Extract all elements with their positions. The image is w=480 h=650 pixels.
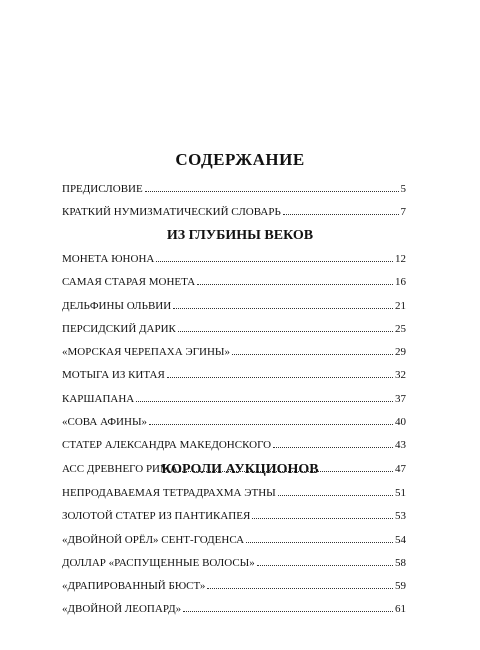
toc-entry[interactable]	[62, 579, 406, 593]
toc-entry-label: ПЕРСИДСКИЙ ДАРИК	[62, 322, 176, 335]
toc-entry[interactable]	[62, 368, 406, 382]
leader-dots	[183, 602, 393, 612]
toc-entry[interactable]	[62, 486, 406, 500]
leader-dots	[207, 579, 393, 589]
section-entries	[62, 486, 406, 616]
toc-entry-label: ДЕЛЬФИНЫ ОЛЬВИИ	[62, 299, 172, 312]
toc-entry[interactable]	[62, 205, 406, 219]
leader-dots	[173, 299, 393, 309]
toc-entry-label: ПРЕДИСЛОВИЕ	[62, 183, 143, 195]
toc-entry-page: 61	[395, 603, 406, 616]
toc-entry[interactable]	[62, 602, 406, 616]
leader-dots	[145, 182, 399, 192]
toc-entry-page: 32	[395, 369, 406, 382]
toc-entry-page: 16	[395, 276, 406, 289]
toc-entry-page: 58	[395, 556, 406, 569]
toc-entry-page: 5	[400, 183, 406, 195]
leader-dots	[232, 345, 393, 355]
leader-dots	[197, 275, 393, 285]
toc-entry-label: КАРШАПАНА	[62, 392, 135, 405]
toc-entry[interactable]	[62, 509, 406, 523]
toc-entry-page: 47	[395, 462, 406, 475]
section-entries	[62, 252, 406, 476]
toc-entry[interactable]	[62, 392, 406, 406]
toc-entry-page: 51	[395, 487, 406, 499]
toc-entry-label: «ДРАПИРОВАННЫЙ БЮСТ»	[62, 580, 206, 593]
toc-entry[interactable]	[62, 556, 406, 570]
toc-entry[interactable]	[62, 322, 406, 336]
toc-entry-page: 12	[395, 253, 406, 265]
section-heading: ИЗ ГЛУБИНЫ ВЕКОВ	[166, 228, 314, 243]
toc-entry-label: АСС ДРЕВНЕГО РИМА	[62, 462, 178, 475]
toc-entry-label: КРАТКИЙ НУМИЗМАТИЧЕСКИЙ СЛОВАРЬ	[62, 206, 281, 218]
toc-entry-label: «ДВОЙНОЙ ЛЕОПАРД»	[62, 603, 182, 616]
toc-entry-page: 40	[395, 416, 406, 429]
toc-entry-page: 25	[395, 322, 406, 335]
leader-dots	[167, 368, 393, 378]
toc-entry-page: 43	[395, 439, 406, 452]
toc-entry[interactable]	[62, 182, 406, 196]
section-heading: КОРОЛИ АУКЦИОНОВ	[161, 462, 319, 477]
page-title: СОДЕРЖАНИЕ	[175, 150, 305, 169]
toc-entry-page: 21	[395, 299, 406, 312]
toc-entry-page: 53	[395, 510, 406, 523]
toc-entry-label: «СОВА АФИНЫ»	[62, 416, 148, 429]
leader-dots	[246, 533, 393, 543]
toc-entry-label: НЕПРОДАВАЕМАЯ ТЕТРАДРАХМА ЭТНЫ	[62, 487, 276, 499]
toc-entry-page: 37	[395, 392, 406, 405]
toc-entry-page: 7	[400, 206, 406, 218]
toc-entry-page: 59	[395, 580, 406, 593]
toc-entry[interactable]	[62, 533, 406, 547]
leader-dots	[178, 322, 393, 332]
toc-entry-page: 29	[395, 346, 406, 359]
toc-entry-page: 54	[395, 533, 406, 546]
toc-entry[interactable]	[62, 345, 406, 359]
leader-dots	[273, 438, 393, 448]
leader-dots	[278, 486, 393, 496]
toc-entry[interactable]	[62, 299, 406, 313]
toc-entry[interactable]	[62, 275, 406, 289]
toc-entry-label: «МОРСКАЯ ЧЕРЕПАХА ЭГИНЫ»	[62, 346, 231, 359]
toc-entry-label: ДОЛЛАР «РАСПУЩЕННЫЕ ВОЛОСЫ»	[62, 556, 255, 569]
toc-entry-label: САМАЯ СТАРАЯ МОНЕТА	[62, 276, 196, 289]
toc-entry-label: МОТЫГА ИЗ КИТАЯ	[62, 369, 165, 382]
toc-entry[interactable]	[62, 438, 406, 452]
leader-dots	[257, 556, 393, 566]
leader-dots	[149, 415, 393, 425]
toc-entry[interactable]	[62, 252, 406, 266]
leader-dots	[156, 252, 393, 262]
leader-dots	[252, 509, 393, 519]
leader-dots	[136, 392, 393, 402]
intro-entries	[62, 182, 406, 219]
leader-dots	[283, 205, 399, 215]
toc-entry-label: СТАТЕР АЛЕКСАНДРА МАКЕДОНСКОГО	[62, 439, 272, 452]
toc-entry[interactable]	[62, 415, 406, 429]
toc-entry-label: МОНЕТА ЮНОНА	[62, 253, 155, 265]
toc-entry-label: ЗОЛОТОЙ СТАТЕР ИЗ ПАНТИКАПЕЯ	[62, 510, 251, 523]
toc-entry-label: «ДВОЙНОЙ ОРЁЛ» СЕНТ-ГОДЕНСА	[62, 533, 245, 546]
